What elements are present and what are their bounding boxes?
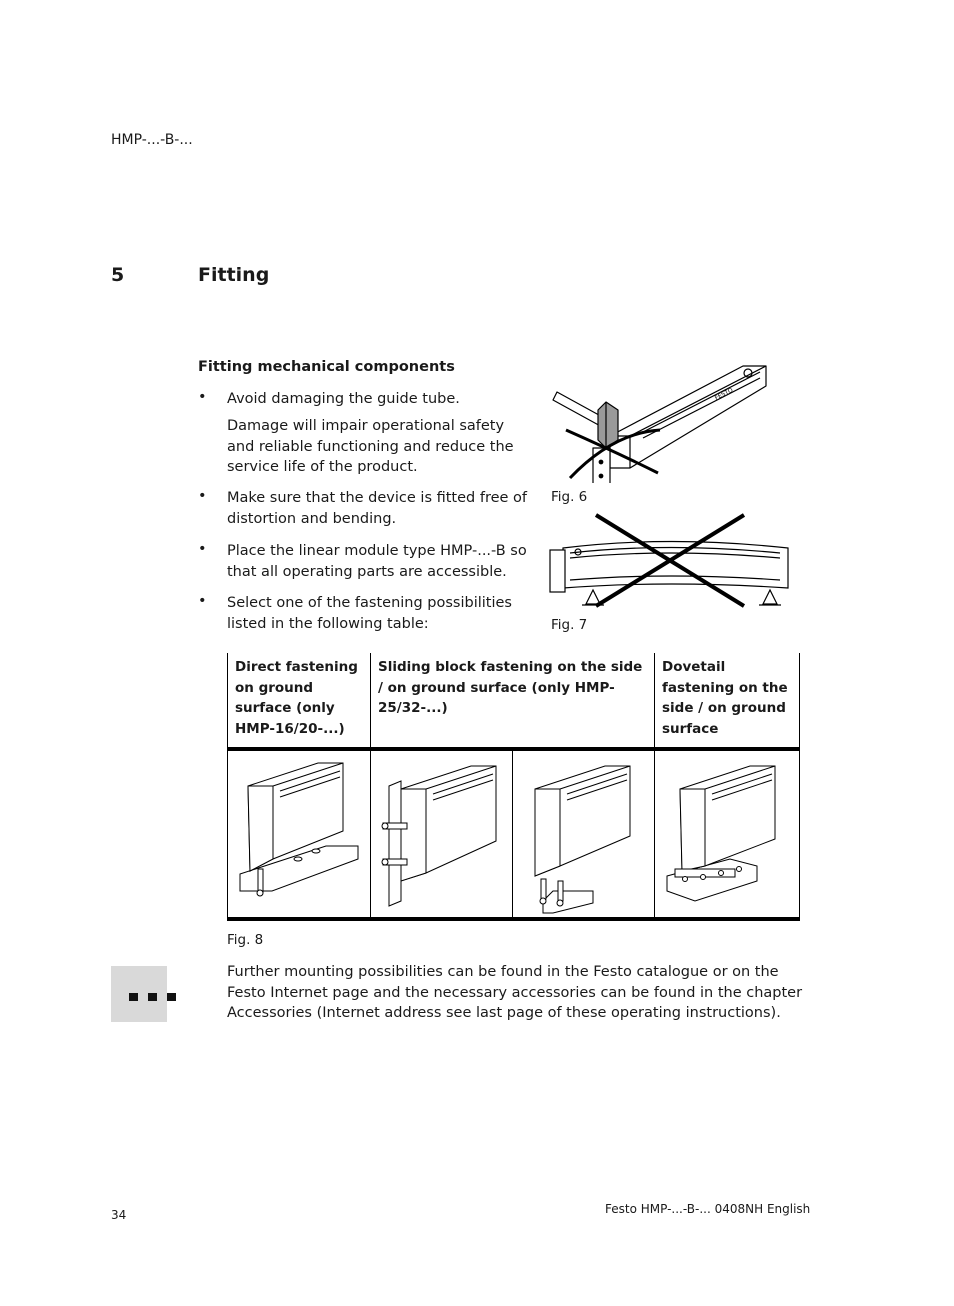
sliding-block-side-illustration bbox=[371, 749, 513, 919]
fastening-table bbox=[227, 653, 800, 921]
table-header-sliding-block: Sliding block fastening on the side / on ground surface (only HMP-25/32-...) bbox=[371, 653, 655, 749]
bullet-symbol: • bbox=[198, 593, 207, 609]
fig6-label: Fig. 6 bbox=[551, 489, 588, 505]
bullet-symbol: • bbox=[198, 541, 207, 557]
bullet-item: Place the linear module type HMP-...-B so that all operating parts are accessible. bbox=[227, 543, 527, 580]
bullet-item-detail: Damage will impair operational safety and reliable functioning and reduce the service life of the product. bbox=[227, 418, 514, 476]
table-header-direct: Direct fastening on ground surface (only HMP-16/20-...) bbox=[228, 653, 371, 749]
chapter-number: 5 bbox=[111, 264, 125, 286]
table-header-dovetail: Dovetail fastening on the side / on ground surface bbox=[655, 653, 800, 749]
section-heading: Fitting mechanical components bbox=[198, 359, 455, 375]
brand-label: FESTO bbox=[713, 386, 735, 402]
note-text: Further mounting possibilities can be found in the Festo catalogue or on the Festo Internet page and the necessary accessories can be found in the chapter Accessories (Internet address see last page of these operating instructions). bbox=[227, 964, 803, 1022]
running-header: HMP-...-B-... bbox=[111, 132, 193, 148]
bullet-symbol: • bbox=[198, 488, 207, 504]
fig8-label: Fig. 8 bbox=[227, 932, 264, 948]
bullet-item: Make sure that the device is fitted free of distortion and bending. bbox=[227, 490, 528, 527]
fig7-illustration bbox=[548, 510, 793, 612]
fig7-label: Fig. 7 bbox=[551, 617, 588, 633]
fig6-illustration bbox=[548, 358, 773, 483]
bullet-item: Select one of the fastening possibilities listed in the following table: bbox=[227, 595, 512, 632]
direct-fastening-illustration bbox=[228, 749, 371, 919]
note-dots-icon bbox=[111, 966, 167, 1022]
chapter-title: Fitting bbox=[198, 264, 270, 286]
bullet-symbol: • bbox=[198, 389, 207, 405]
footer-doc-reference: Festo HMP-...-B-... 0408NH English bbox=[605, 1202, 811, 1216]
dovetail-fastening-illustration bbox=[655, 749, 800, 919]
bullet-item: Avoid damaging the guide tube. bbox=[227, 391, 460, 407]
sliding-block-ground-illustration bbox=[513, 749, 655, 919]
page-number: 34 bbox=[111, 1208, 127, 1222]
